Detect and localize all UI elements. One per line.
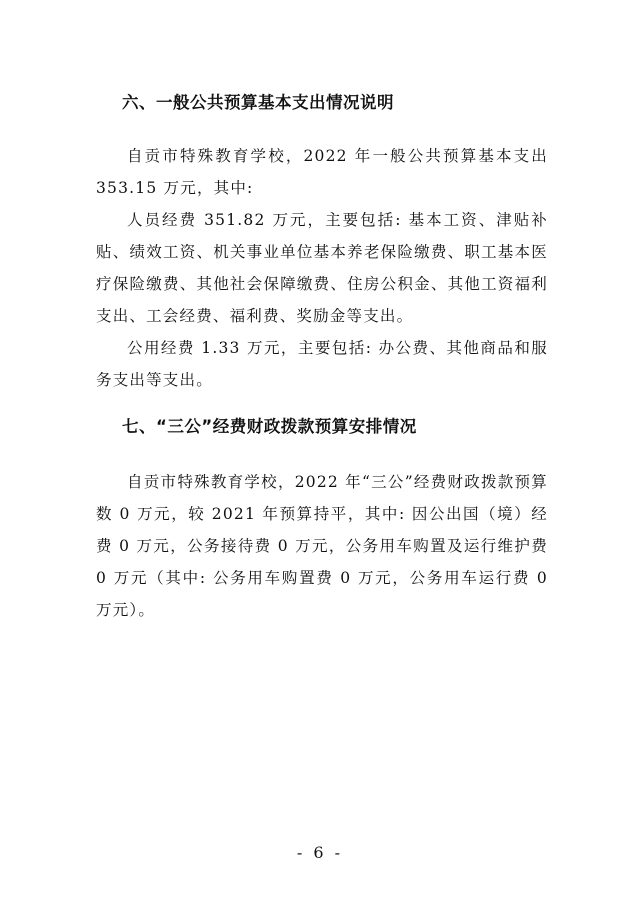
section-7-heading: 七、“三公”经费财政拨款预算安排情况 — [122, 417, 417, 436]
section-6-public-paragraph: 公用经费 1.33 万元，主要包括: 办公费、其他商品和服务支出等支出。 — [96, 339, 548, 389]
section-6-intro-paragraph: 自贡市特殊教育学校，2022 年一般公共预算基本支出 353.15 万元，其中: — [96, 147, 548, 197]
section-6-personnel-paragraph: 人员经费 351.82 万元，主要包括: 基本工资、津贴补贴、绩效工资、机关事业单位基本养老保险缴费、职工基本医疗保险缴费、其他社会保障缴费、住房公积金、其他工资福利支出、工会经费、福利费、奖励金等支出。 — [96, 211, 548, 325]
section-7-paragraph: 自贡市特殊教育学校，2022 年“三公”经费财政拨款预算数 0 万元，较 2021 年预算持平，其中: 因公出国（境）经费 0 万元，公务接待费 0 万元，公务用车购置及运行维护费 0 万元（其中: 公务用车购置费 0 万元，公务用车运行费 0 万元）。 — [96, 473, 548, 619]
section-6-heading: 六、一般公共预算基本支出情况说明 — [122, 93, 394, 112]
page-number: - 6 - — [296, 843, 344, 862]
